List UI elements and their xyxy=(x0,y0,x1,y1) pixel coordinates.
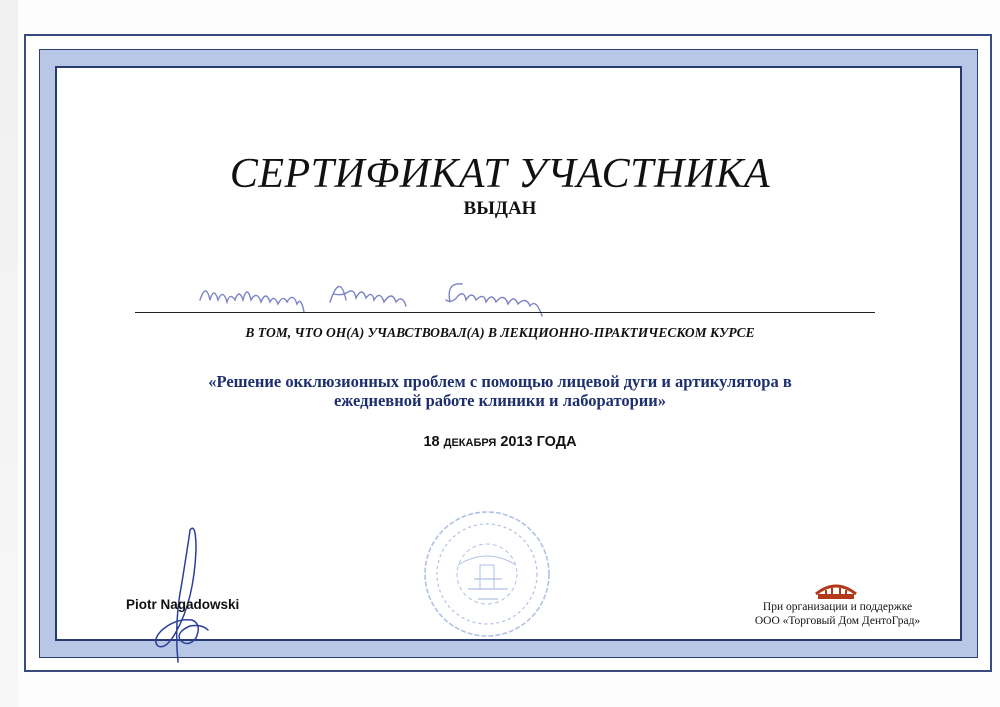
scan-edge xyxy=(0,0,18,707)
organizer-support-line: При организации и поддержке xyxy=(762,601,913,613)
certificate-title: СЕРТИФИКАТ УЧАСТНИКА xyxy=(229,151,771,197)
date-month: ДЕКАБРЯ xyxy=(443,437,497,449)
course-title xyxy=(200,372,800,410)
recipient-handwritten-name xyxy=(180,272,820,322)
issued-label: ВЫДАН xyxy=(463,198,537,219)
signer-name: Piotr Nagadowski xyxy=(126,597,240,612)
date-day: 18 xyxy=(423,434,440,450)
dentograd-logo xyxy=(812,580,860,602)
event-date xyxy=(0,434,1000,450)
handwritten-signature xyxy=(140,522,220,664)
recipient-name-line xyxy=(135,312,875,313)
round-stamp-seal xyxy=(418,505,556,643)
date-year: 2013 ГОДА xyxy=(500,434,577,450)
course-title-line-2: ежедневной работе клиники и лаборатории» xyxy=(333,391,667,410)
organizer-company-name: ООО «Торговый Дом ДентоГрад» xyxy=(754,615,921,627)
course-title-line-1: «Решение окклюзионных проблем с помощью лицевой дуги и артикулятора в xyxy=(208,372,792,391)
participation-statement: В ТОМ, ЧТО ОН(А) УЧАВСТВОВАЛ(А) В ЛЕКЦИОННО-ПРАКТИЧЕСКОМ КУРСЕ xyxy=(245,325,755,340)
